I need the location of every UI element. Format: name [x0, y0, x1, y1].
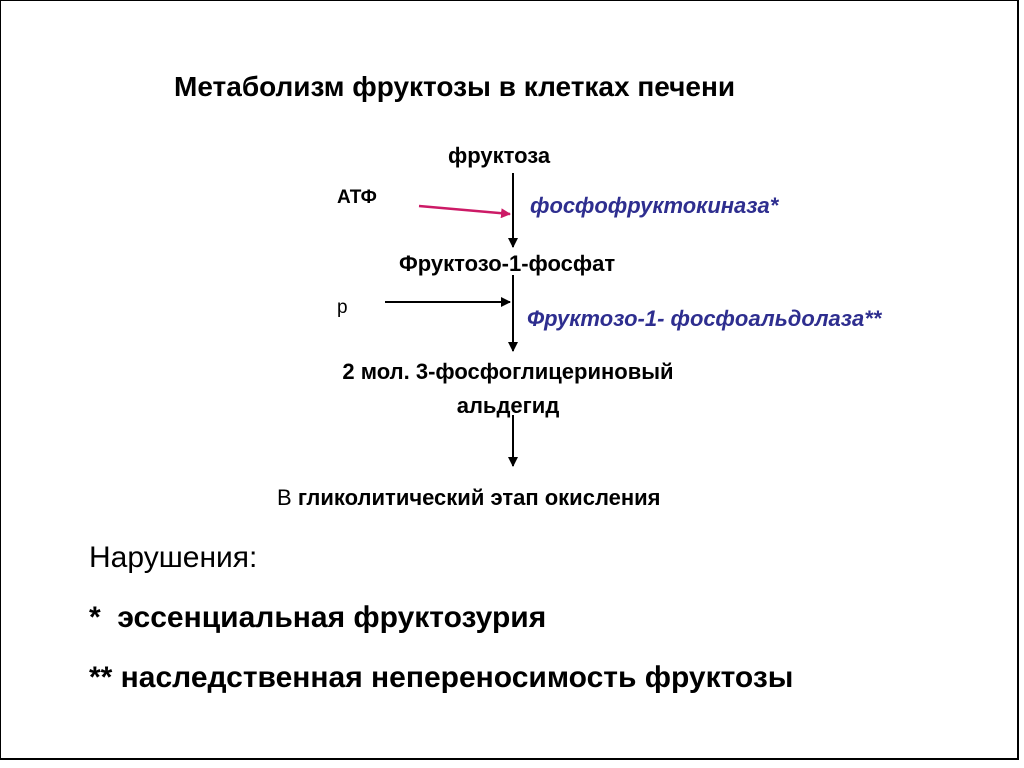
enzyme-phosphofructokinase: фосфофруктокиназа*: [530, 193, 779, 218]
slide-title: Метаболизм фруктозы в клетках печени: [174, 71, 736, 102]
disorders-heading: Нарушения:: [89, 541, 258, 574]
product-line-1: 2 мол. 3-фосфоглицериновый: [342, 359, 674, 384]
destination-text: гликолитический этап окисления: [297, 485, 661, 510]
disorder-item-2: ** наследственная непереносимость фруктозы: [89, 661, 794, 694]
disorder-item-1: * эссенциальная фруктозурия: [89, 601, 547, 634]
product-label: [293, 355, 723, 423]
fructose-label: фруктоза: [448, 143, 551, 168]
enzyme-aldolase: Фруктозо-1- фосфоальдолаза**: [527, 306, 882, 331]
destination-prefix: В: [277, 485, 292, 510]
glycolysis-destination: [277, 485, 661, 511]
atp-label: АТФ: [337, 187, 377, 208]
product-line-2: альдегид: [456, 393, 560, 418]
fructose-1-phosphate-label: Фруктозо-1-фосфат: [399, 251, 616, 276]
arrow-atp-input: [419, 206, 510, 214]
phosphate-label: р: [337, 297, 348, 318]
